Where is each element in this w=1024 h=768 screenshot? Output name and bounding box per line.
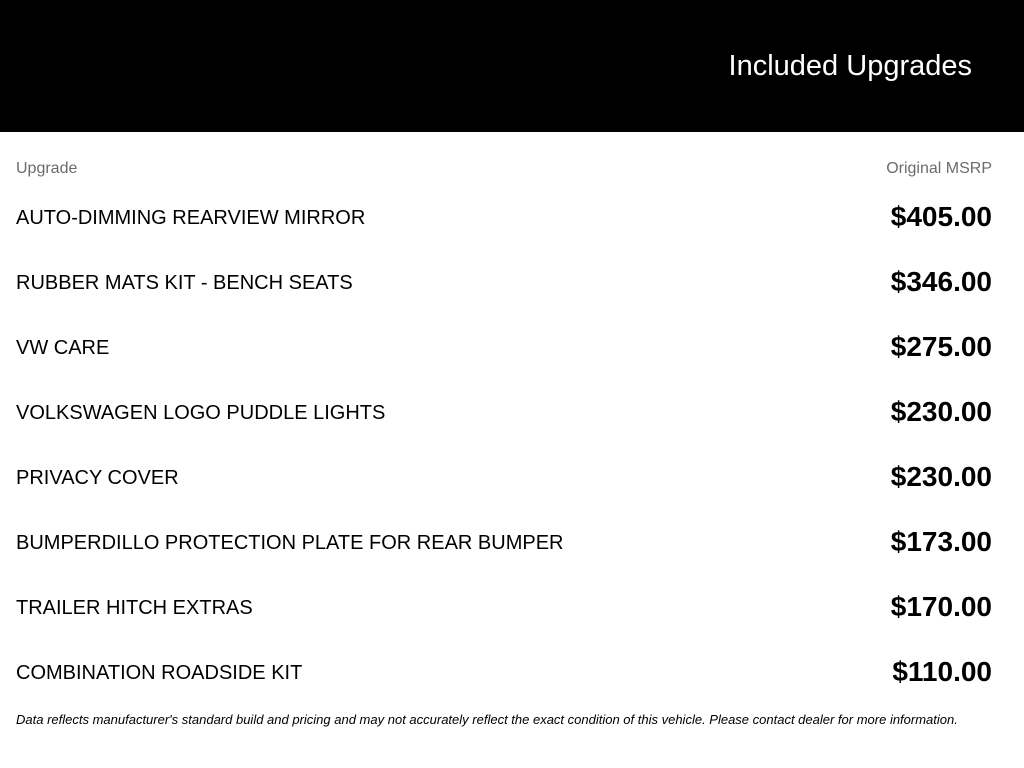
upgrade-price: $110.00: [892, 656, 992, 687]
upgrade-row: [16, 650, 992, 715]
column-header-upgrade: Upgrade: [16, 160, 78, 177]
column-header-original-msrp: Original MSRP: [886, 160, 992, 177]
table-column-headers: [16, 160, 992, 180]
upgrade-name: RUBBER MATS KIT - BENCH SEATS: [16, 272, 353, 294]
upgrade-price: $405.00: [890, 201, 992, 232]
upgrade-row: [16, 260, 992, 325]
upgrade-name: COMBINATION ROADSIDE KIT: [16, 662, 303, 684]
upgrade-price: $230.00: [890, 396, 992, 427]
upgrade-name: VOLKSWAGEN LOGO PUDDLE LIGHTS: [16, 402, 386, 424]
upgrade-price: $230.00: [890, 461, 992, 492]
page-title: Included Upgrades: [728, 50, 972, 82]
upgrade-row: [16, 390, 992, 455]
upgrade-price: $275.00: [890, 331, 992, 362]
upgrade-row: [16, 585, 992, 650]
upgrade-price: $170.00: [890, 591, 992, 622]
upgrade-price: $346.00: [890, 266, 992, 297]
upgrade-name: VW CARE: [16, 337, 110, 359]
disclaimer-text: Data reflects manufacturer's standard build and pricing and may not accurately reflect the exact condition of this vehicle. Please contact dealer for more information.: [16, 712, 958, 727]
upgrade-name: TRAILER HITCH EXTRAS: [16, 597, 253, 619]
upgrade-name: BUMPERDILLO PROTECTION PLATE FOR REAR BUMPER: [16, 532, 564, 554]
upgrade-price: $173.00: [890, 526, 992, 557]
upgrade-name: AUTO-DIMMING REARVIEW MIRROR: [16, 207, 366, 229]
upgrade-row: [16, 520, 992, 585]
upgrade-row: [16, 455, 992, 520]
upgrade-name: PRIVACY COVER: [16, 467, 179, 489]
upgrade-row: [16, 325, 992, 390]
upgrade-row: [16, 195, 992, 260]
header-banner: [0, 0, 1024, 132]
upgrades-list: [16, 195, 992, 715]
